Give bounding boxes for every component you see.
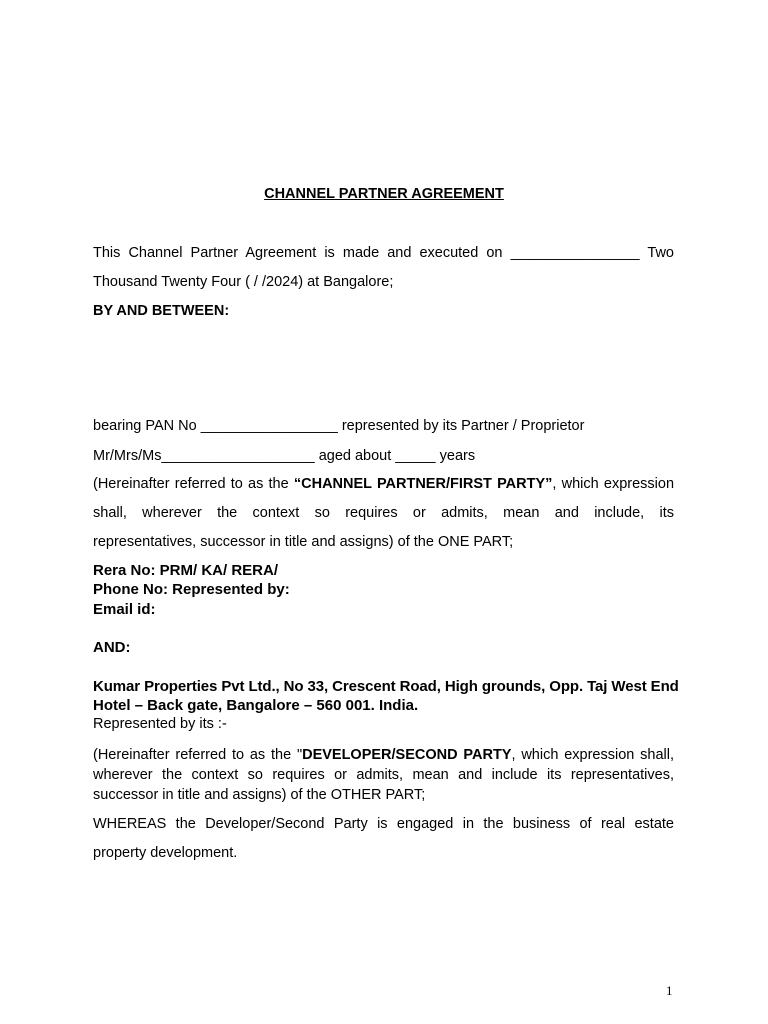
page-number: 1 <box>666 983 673 998</box>
by-and-between-heading: BY AND BETWEEN: <box>93 303 230 319</box>
developer-address-line-1: Kumar Properties Pvt Ltd., No 33, Crescent Road, High grounds, Opp. Taj West End <box>93 678 679 695</box>
whereas-line-1: WHEREAS the Developer/Second Party is engaged in the business of real estate <box>93 816 674 832</box>
email-id: Email id: <box>93 601 156 618</box>
dev-hereinafter-suffix: , which expression shall, wherever the context so requires or admits, mean and include its representatives, successor in title and assigns) of the OTHER PART; <box>93 747 674 803</box>
dev-hereinafter-prefix: (Hereinafter referred to as the " <box>93 747 303 763</box>
developer-address-line-2: Hotel – Back gate, Bangalore – 560 001. India. <box>93 697 419 714</box>
represented-by: Represented by its :- <box>93 716 227 732</box>
developer-hereinafter-paragraph <box>93 745 674 805</box>
document-title: CHANNEL PARTNER AGREEMENT <box>264 186 504 202</box>
hereinafter-prefix: (Hereinafter referred to as the <box>93 476 294 492</box>
hereinafter-suffix: , which expression <box>552 476 675 492</box>
first-party-term: “CHANNEL PARTNER/FIRST PARTY” <box>293 476 553 492</box>
hereinafter-line <box>93 476 674 492</box>
intro-line-2: Thousand Twenty Four ( / /2024) at Bangalore; <box>93 274 394 290</box>
and-heading: AND: <box>93 639 131 656</box>
representative-line: Mr/Mrs/Ms___________________ aged about _____ years <box>93 448 476 464</box>
second-party-term: DEVELOPER/SECOND PARTY <box>302 747 512 763</box>
pan-line: bearing PAN No _________________ represented by its Partner / Proprietor <box>93 418 585 434</box>
shall-line: shall, wherever the context so requires or admits, mean and include, its <box>93 505 674 521</box>
rera-number: Rera No: PRM/ KA/ RERA/ <box>93 562 279 579</box>
intro-line-1: This Channel Partner Agreement is made and executed on ________________ Two <box>93 245 674 261</box>
phone-number: Phone No: Represented by: <box>93 581 290 598</box>
representatives-line: representatives, successor in title and assigns) of the ONE PART; <box>93 534 514 550</box>
whereas-line-2: property development. <box>93 845 238 861</box>
